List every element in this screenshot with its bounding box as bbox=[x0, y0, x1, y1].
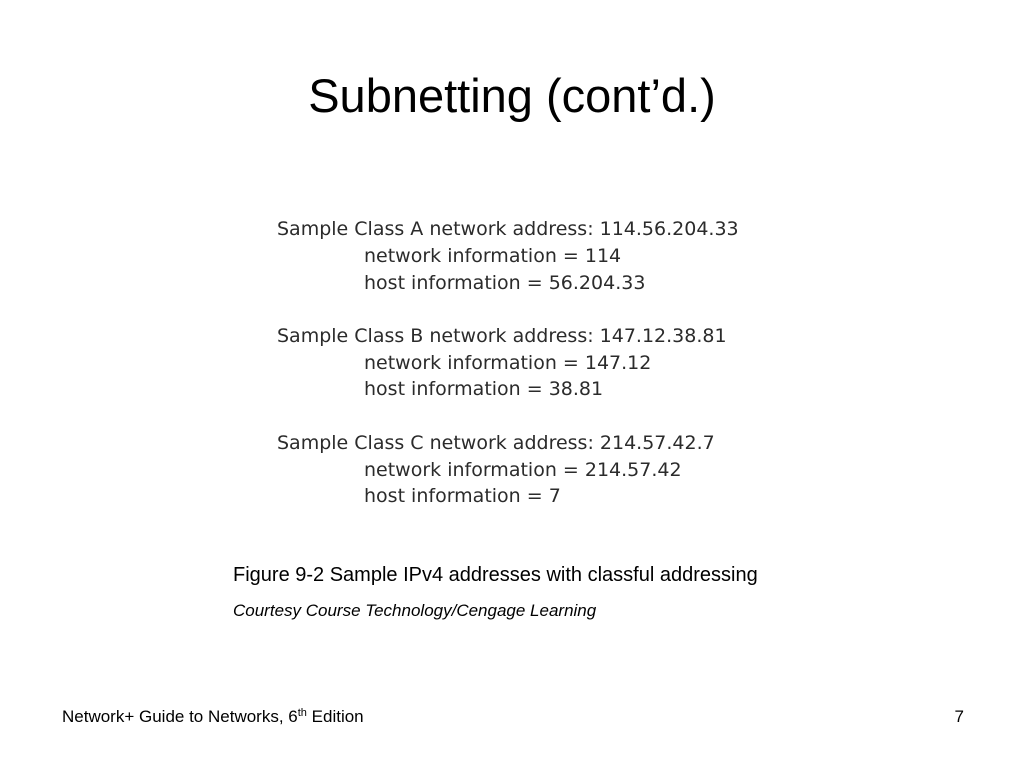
footer-book-title-suffix: Edition bbox=[306, 707, 364, 726]
class-a-example bbox=[277, 216, 797, 296]
class-b-network-info: network information = 147.12 bbox=[364, 351, 652, 374]
class-a-network-info: network information = 114 bbox=[364, 244, 622, 267]
figure-ipv4-classful-addresses bbox=[277, 216, 797, 510]
figure-caption: Figure 9-2 Sample IPv4 addresses with classful addressing bbox=[233, 564, 758, 586]
footer-book-title-prefix: Network+ Guide to Networks, 6 bbox=[62, 707, 298, 726]
figure-credit: Courtesy Course Technology/Cengage Learning bbox=[233, 601, 597, 620]
page-number: 7 bbox=[954, 707, 964, 726]
class-c-network-info: network information = 214.57.42 bbox=[364, 458, 682, 481]
class-a-address-line: Sample Class A network address: 114.56.204.33 bbox=[277, 218, 739, 240]
class-b-host-info: host information = 38.81 bbox=[364, 378, 604, 401]
footer-book-title bbox=[62, 707, 364, 727]
class-b-example bbox=[277, 323, 797, 403]
slide-title: Subnetting (cont’d.) bbox=[308, 69, 716, 122]
class-c-host-info: host information = 7 bbox=[364, 485, 561, 508]
footer-book-title-superscript: th bbox=[297, 707, 307, 719]
class-c-example bbox=[277, 430, 797, 510]
class-c-address-line: Sample Class C network address: 214.57.42.7 bbox=[277, 431, 715, 454]
class-b-address-line: Sample Class B network address: 147.12.38.81 bbox=[277, 324, 727, 347]
class-a-host-info: host information = 56.204.33 bbox=[364, 271, 646, 294]
